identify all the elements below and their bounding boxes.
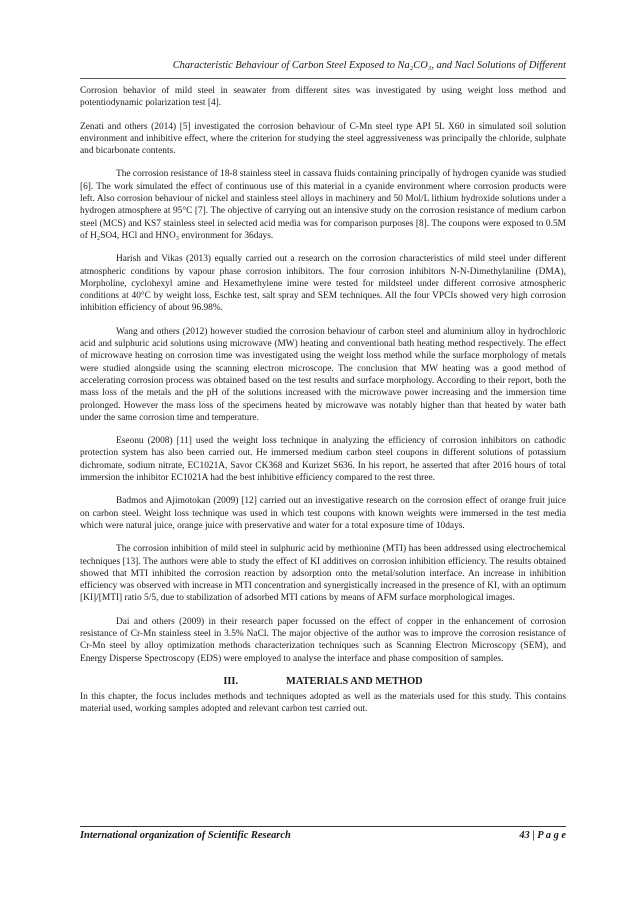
header-rule (80, 78, 566, 79)
section-title: MATERIALS AND METHOD (286, 675, 423, 687)
paragraph-3: The corrosion resistance of 18-8 stainless steel in cassava fluids containing principally of hydrogen cyanide was studied [6]. The work simulated the effect of continuous use of this material in a cyanide environment where corrosion products were left. Also corrosion behaviour of nickel and stainless steel alloys in machinery and 50 Mol/L lithium hydroxide solutions under a hydrogen atmosphere at 95°C [7]. The objective of carrying out an intensive study on the corrosion resistance of medium carbon steel (MCS) and KS7 stainless steel in selected acid media was for comparison purposes [8]. The coupons were exposed to 0.5M of H₂SO4, HCl and HNO₃ environment for 36days. (80, 169, 566, 241)
section-intro: In this chapter, the focus includes methods and techniques adopted as well as the materials used for this study. This contains material used, working samples adopted and relevant carbon test carried out. (80, 692, 566, 715)
body-text (80, 85, 566, 716)
footer-page-number: 43 | P a g e (519, 830, 566, 841)
footer-journal: International organization of Scientific Research (80, 830, 291, 841)
paragraph-4: Harish and Vikas (2013) equally carried out a research on the corrosion characteristics of mild steel under different atmospheric conditions by vapour phase corrosion inhibitors. The four corrosion inhibitors N-N-Dimethylaniline (DMA), Morpholine, cyclohexyl amine and Hexamethylene imine were tested for mildsteel under different corrosive atmospheric conditions at 40°C by weight loss, Eschke test, salt spray and SEM techniques. All the four VPCIs showed very high corrosion inhibition efficiency of about 96.98%. (80, 254, 566, 314)
paragraph-8: The corrosion inhibition of mild steel in sulphuric acid by methionine (MTI) has been addressed using electrochemical techniques [13]. The authors were able to study the effect of KI additives on corrosion inhibition efficiency. The results obtained showed that MTI inhibited the corrosion reaction by adsorption onto the metal/solution interface. An increase in inhibition efficiency was observed with increase in MTI concentration and synergistically increased in the presence of KI, with an optimum [KI]/[MTI] ratio 5/5, due to stabilization of adsorbed MTI cations by means of AFM surface morphological images. (80, 544, 566, 604)
footer-rule (80, 826, 566, 827)
paragraph-9: Dai and others (2009) in their research paper focussed on the effect of copper in the enhancement of corrosion resistance of Cr-Mn stainless steel in 3.5% NaCl. The major objective of the author was to improve the corrosion resistance of Cr-Mn steel by alloy optimization methods characterization techniques such as Scanning Electron Microscopy (SEM), and Energy Disperse Spectroscopy (EDS) were employed to analyse the interface and phase composition of samples. (80, 616, 566, 664)
section-number: III. (223, 675, 239, 687)
paragraph-2: Zenati and others (2014) [5] investigated the corrosion behaviour of C-Mn steel type API 5L X60 in simulated soil solution environment and inhibitive effect, where the criterion for studying the steel aggressiveness was principally the chloride, sulphate and bicarbonate contents. (80, 121, 566, 157)
paragraph-1: Corrosion behavior of mild steel in seawater from different sites was investigated by using weight loss method and potentiodynamic polarization test [4]. (80, 86, 566, 109)
paragraph-7: Badmos and Ajimotokan (2009) [12] carried out an investigative research on the corrosion effect of orange fruit juice on carbon steel. Weight loss technique was used in which test coupons with known weights were immersed in the test media which were natural juice, orange juice with preservative and water for a total exposure time of 10days. (80, 496, 566, 531)
paragraph-5: Wang and others (2012) however studied the corrosion behaviour of carbon steel and aluminium alloy in hydrochloric acid and sulphuric acid solutions using microwave (MW) heating and conventional bath heating method respectively. The effect of microwave heating on corrosion time was investigated using the weight loss method while the surface morphology of metals were studied alongside using the scanning electron microscope. The conclusion that MW heating was a good method of accelerating corrosion process was obtained based on the test results and surface morphology. According to their report, both the mass loss of the metals and the pH of the solutions increased with the microwave power increasing and the immersion time prolonged. However the mass loss of the specimens heated by microwave was notably higher than that heated by water bath under the same corrosion time and temperature. (80, 326, 566, 423)
section-heading (80, 676, 566, 688)
paragraph-6: Eseonu (2008) [11] used the weight loss technique in analyzing the efficiency of corrosion inhibitors on cathodic protection system has also been carried out. He immersed medium carbon steel coupons in different solutions of potassium dichromate, sodium nitrate, EC1021A, Savor CK368 and Kurizet S636. In his report, he asserted that after 2016 hours of total immersion the inhibitor EC1021A had the best inhibitive efficiency compared to the rest three. (80, 436, 566, 484)
running-header: Characteristic Behaviour of Carbon Steel Exposed to Na₂CO₃, and Nacl Solutions of Different (172, 60, 566, 71)
